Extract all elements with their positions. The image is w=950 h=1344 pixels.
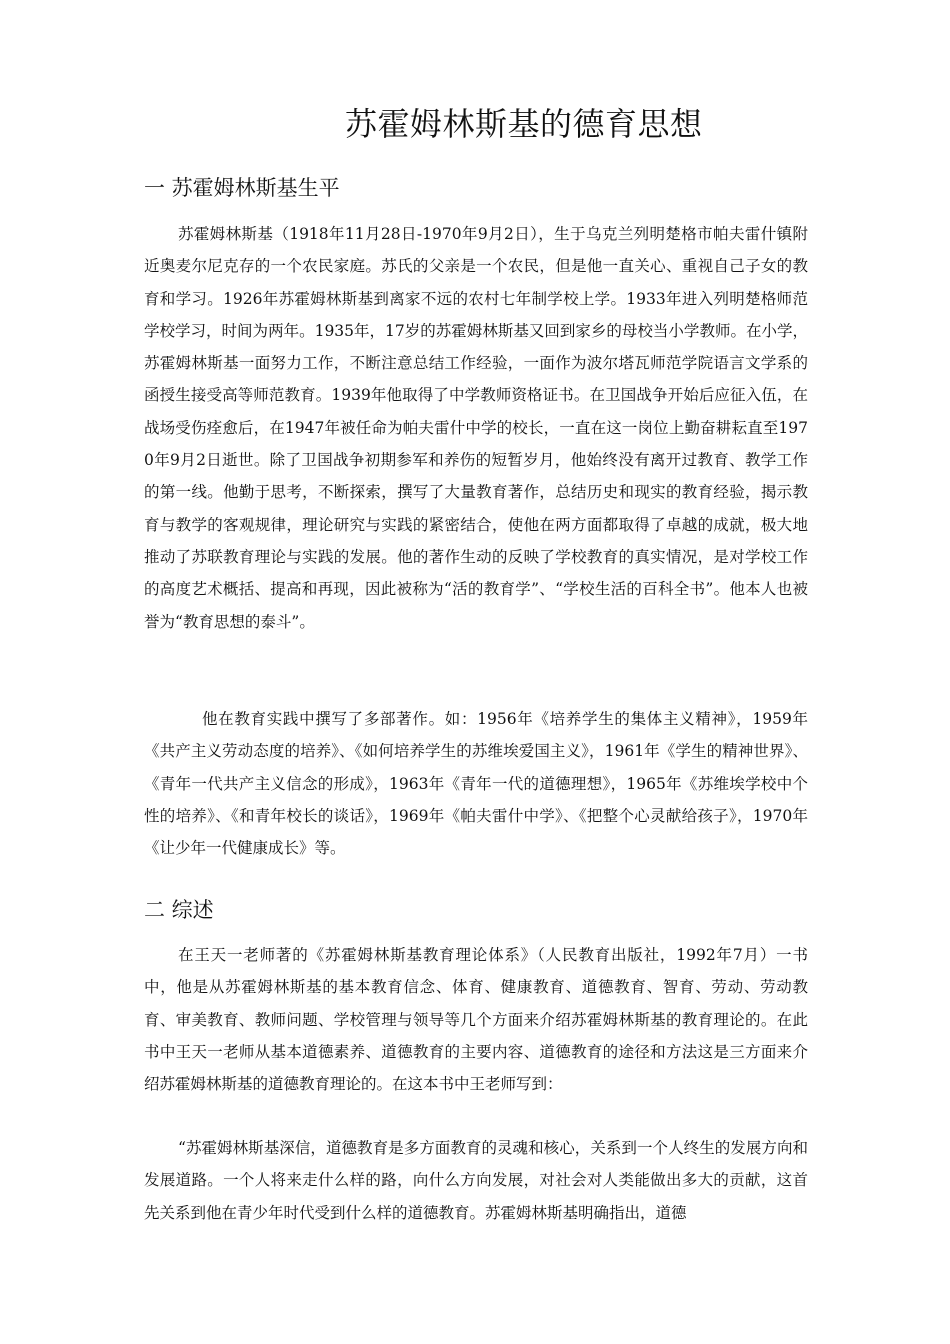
section-heading-biography: 一 苏霍姆林斯基生平 xyxy=(144,176,340,200)
works-paragraph: 他在教育实践中撰写了多部著作。如：1956年《培养学生的集体主义精神》，1959年《共产主义劳动态度的培养》、《如何培养学生的苏维埃爱国主义》，1961年《学生的精神世界》、《青年一代共产主义信念的形成》，1963年《青年一代的道德理想》，1965年《苏维埃学校中个性的培养》、《和青年校长的谈话》，1969年《帕夫雷什中学》、《把整个心灵献给孩子》，1970年《让少年一代健康成长》等。 xyxy=(144,710,808,858)
overview-paragraph: 在王天一老师著的《苏霍姆林斯基教育理论体系》（人民教育出版社，1992年7月）一书中，他是从苏霍姆林斯基的基本教育信念、体育、健康教育、道德教育、智育、劳动、劳动教育、审美教育、教师问题、学校管理与领导等几个方面来介绍苏霍姆林斯基的教育理论的。在此书中王天一老师从基本道德素养、道德教育的主要内容、道德教育的途径和方法这是三方面来介绍苏霍姆林斯基的道德教育理论的。在这本书中王老师写到： xyxy=(144,946,808,1094)
quote-paragraph: “苏霍姆林斯基深信，道德教育是多方面教育的灵魂和核心，关系到一个人终生的发展方向和发展道路。一个人将来走什么样的路，向什么方向发展，对社会对人类能做出多大的贡献，这首先关系到他在青少年时代受到什么样的道德教育。苏霍姆林斯基明确指出，道德 xyxy=(144,1139,808,1222)
biography-paragraph: 苏霍姆林斯基（1918年11月28日-1970年9月2日），生于乌克兰列明楚格市帕夫雷什镇附近奥麦尔尼克存的一个农民家庭。苏氏的父亲是一个农民，但是他一直关心、重视自己子女的教育和学习。1926年苏霍姆林斯基到离家不远的农村七年制学校上学。1933年进入列明楚格师范学校学习，时间为两年。1935年，17岁的苏霍姆林斯基又回到家乡的母校当小学教师。在小学，苏霍姆林斯基一面努力工作，不断注意总结工作经验，一面作为波尔塔瓦师范学院语言文学系的函授生接受高等师范教育。1939年他取得了中学教师资格证书。在卫国战争开始后应征入伍，在战场受伤痊愈后，在1947年被任命为帕夫雷什中学的校长，一直在这一岗位上勤奋耕耘直至1970年9月2日逝世。除了卫国战争初期参军和养伤的短暂岁月，他始终没有离开过教育、教学工作的第一线。他勤于思考，不断探索，撰写了大量教育著作，总结历史和现实的教育经验，揭示教育与教学的客观规律，理论研究与实践的紧密结合，使他在两方面都取得了卓越的成就，极大地推动了苏联教育理论与实践的发展。他的著作生动的反映了学校教育的真实情况，是对学校工作的高度艺术概括、提高和再现，因此被称为“活的教育学”、“学校生活的百科全书”。他本人也被誉为“教育思想的泰斗”。 xyxy=(144,225,808,631)
section-heading-overview: 二 综述 xyxy=(144,898,214,922)
document-title: 苏霍姆林斯基的德育思想 xyxy=(345,105,703,143)
